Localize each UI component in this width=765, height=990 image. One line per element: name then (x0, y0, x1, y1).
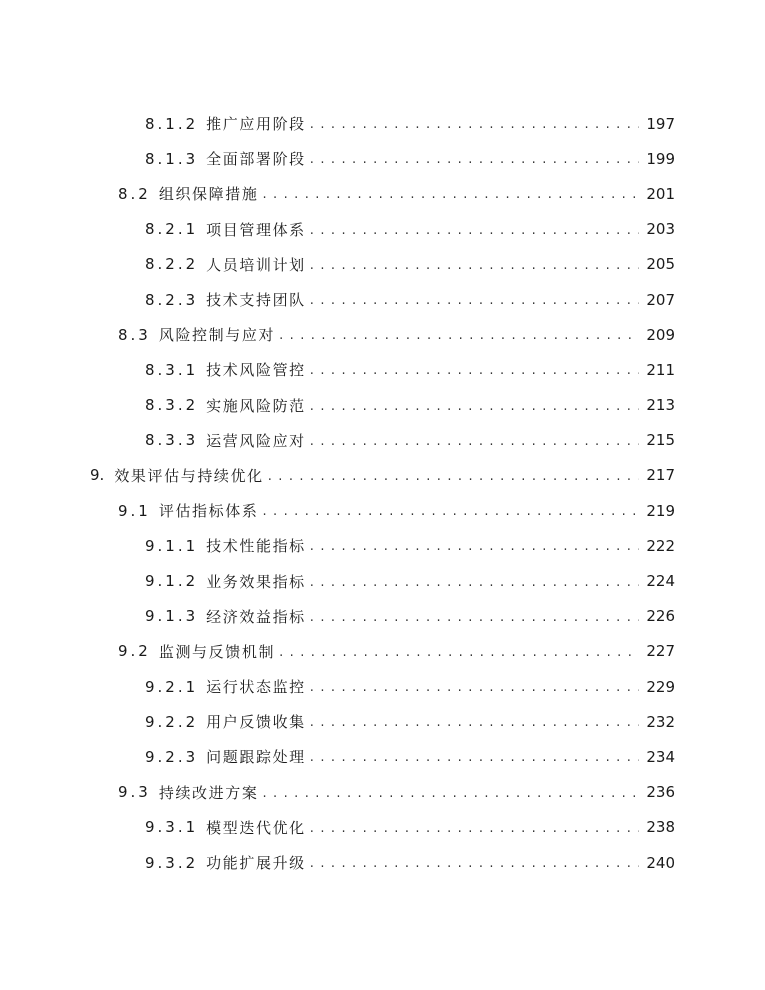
toc-entry-number: 9. (90, 466, 105, 485)
toc-entry-8-3-1[interactable] (0, 352, 765, 387)
toc-entry-9-1-1[interactable] (0, 528, 765, 563)
toc-entry-page: 205 (646, 255, 675, 274)
toc-entry-number: 9.3.2 (145, 853, 199, 872)
toc-entry-page: 240 (646, 853, 675, 872)
toc-entry-number: 9.1.1 (145, 536, 199, 555)
toc-entry-9-3[interactable] (0, 775, 765, 810)
toc-entry-title: 运行状态监控 (206, 678, 306, 697)
toc-entry-title: 推广应用阶段 (206, 115, 306, 134)
toc-entry-page: 213 (646, 396, 675, 415)
toc-entry-title: 问题跟踪处理 (206, 748, 306, 767)
toc-entry-8-2-3[interactable] (0, 282, 765, 317)
toc-entry-title: 持续改进方案 (158, 783, 259, 802)
table-of-contents (0, 106, 765, 880)
toc-entry-title: 用户反馈收集 (206, 713, 306, 732)
toc-entry-page: 207 (646, 290, 675, 309)
toc-entry-number: 9.3.1 (145, 818, 199, 837)
toc-entry-8-1-3[interactable] (0, 141, 765, 176)
toc-entry-8-3-2[interactable] (0, 388, 765, 423)
toc-entry-page: 234 (646, 747, 675, 766)
toc-entry-page: 217 (646, 466, 675, 485)
toc-entry-title: 人员培训计划 (206, 255, 306, 274)
toc-entry-number: 8.2 (118, 184, 151, 203)
dot-leader (279, 646, 639, 659)
toc-entry-title: 效果评估与持续优化 (114, 466, 264, 485)
toc-entry-number: 9.2.2 (145, 712, 199, 731)
toc-entry-9-3-2[interactable] (0, 845, 765, 880)
toc-entry-page: 229 (646, 677, 675, 696)
toc-entry-number: 9.2.1 (145, 677, 199, 696)
toc-entry-9-1[interactable] (0, 493, 765, 528)
toc-entry-title: 技术性能指标 (206, 537, 306, 556)
toc-entry-9-2-1[interactable] (0, 669, 765, 704)
toc-entry-number: 8.1.2 (145, 114, 199, 133)
toc-entry-title: 业务效果指标 (206, 572, 306, 591)
toc-entry-page: 238 (646, 818, 675, 837)
dot-leader (310, 751, 639, 764)
toc-entry-number: 8.2.1 (145, 220, 199, 239)
dot-leader (279, 329, 639, 342)
toc-entry-page: 215 (646, 431, 675, 450)
toc-entry-page: 227 (646, 642, 675, 661)
toc-entry-title: 组织保障措施 (158, 185, 259, 204)
toc-entry-page: 224 (646, 572, 675, 591)
dot-leader (268, 470, 639, 483)
toc-entry-title: 经济效益指标 (206, 607, 306, 626)
dot-leader (262, 505, 639, 518)
toc-entry-page: 222 (646, 536, 675, 555)
dot-leader (310, 224, 639, 237)
toc-entry-number: 9.2 (118, 642, 151, 661)
toc-entry-9-1-2[interactable] (0, 563, 765, 598)
dot-leader (310, 400, 639, 413)
toc-entry-page: 203 (646, 220, 675, 239)
toc-entry-number: 8.1.3 (145, 149, 199, 168)
dot-leader (310, 857, 639, 870)
dot-leader (310, 822, 639, 835)
toc-entry-title: 全面部署阶段 (206, 150, 306, 169)
toc-entry-9-1-3[interactable] (0, 599, 765, 634)
toc-entry-number: 9.1 (118, 501, 151, 520)
toc-entry-page: 201 (646, 184, 675, 203)
toc-entry-9-2[interactable] (0, 634, 765, 669)
toc-entry-title: 技术支持团队 (206, 291, 306, 310)
dot-leader (310, 364, 639, 377)
toc-entry-9-2-2[interactable] (0, 704, 765, 739)
toc-entry-8-1-2[interactable] (0, 106, 765, 141)
toc-entry-title: 评估指标体系 (158, 502, 259, 521)
dot-leader (310, 716, 639, 729)
toc-entry-number: 9.3 (118, 783, 151, 802)
toc-entry-page: 232 (646, 712, 675, 731)
dot-leader (310, 435, 639, 448)
toc-entry-9[interactable] (0, 458, 765, 493)
toc-entry-number: 8.3.1 (145, 360, 199, 379)
dot-leader (310, 611, 639, 624)
toc-entry-title: 技术风险管控 (206, 361, 306, 380)
dot-leader (310, 540, 639, 553)
toc-entry-page: 197 (646, 114, 675, 133)
toc-entry-number: 8.3 (118, 325, 151, 344)
toc-entry-page: 211 (646, 360, 675, 379)
toc-entry-9-2-3[interactable] (0, 739, 765, 774)
dot-leader (262, 188, 639, 201)
dot-leader (310, 118, 639, 131)
toc-entry-9-3-1[interactable] (0, 810, 765, 845)
toc-entry-8-2-1[interactable] (0, 212, 765, 247)
toc-entry-title: 实施风险防范 (206, 396, 306, 415)
toc-entry-8-3[interactable] (0, 317, 765, 352)
toc-entry-8-3-3[interactable] (0, 423, 765, 458)
toc-entry-8-2[interactable] (0, 176, 765, 211)
toc-entry-number: 8.2.2 (145, 255, 199, 274)
toc-entry-title: 项目管理体系 (206, 220, 306, 239)
dot-leader (310, 681, 639, 694)
dot-leader (310, 153, 639, 166)
toc-entry-page: 209 (646, 325, 675, 344)
toc-entry-number: 8.3.3 (145, 431, 199, 450)
toc-entry-title: 模型迭代优化 (206, 818, 306, 837)
toc-entry-title: 运营风险应对 (206, 431, 306, 450)
toc-entry-page: 199 (646, 149, 675, 168)
dot-leader (310, 576, 639, 589)
toc-entry-page: 226 (646, 607, 675, 626)
dot-leader (262, 787, 639, 800)
toc-entry-8-2-2[interactable] (0, 247, 765, 282)
dot-leader (310, 259, 639, 272)
toc-entry-number: 8.2.3 (145, 290, 199, 309)
toc-entry-page: 219 (646, 501, 675, 520)
toc-entry-number: 9.1.2 (145, 572, 199, 591)
toc-entry-number: 8.3.2 (145, 396, 199, 415)
toc-entry-number: 9.2.3 (145, 747, 199, 766)
toc-entry-title: 功能扩展升级 (206, 854, 306, 873)
toc-entry-title: 风险控制与应对 (158, 326, 276, 345)
toc-entry-page: 236 (646, 783, 675, 802)
dot-leader (310, 294, 639, 307)
toc-entry-number: 9.1.3 (145, 607, 199, 626)
toc-entry-title: 监测与反馈机制 (158, 642, 276, 661)
